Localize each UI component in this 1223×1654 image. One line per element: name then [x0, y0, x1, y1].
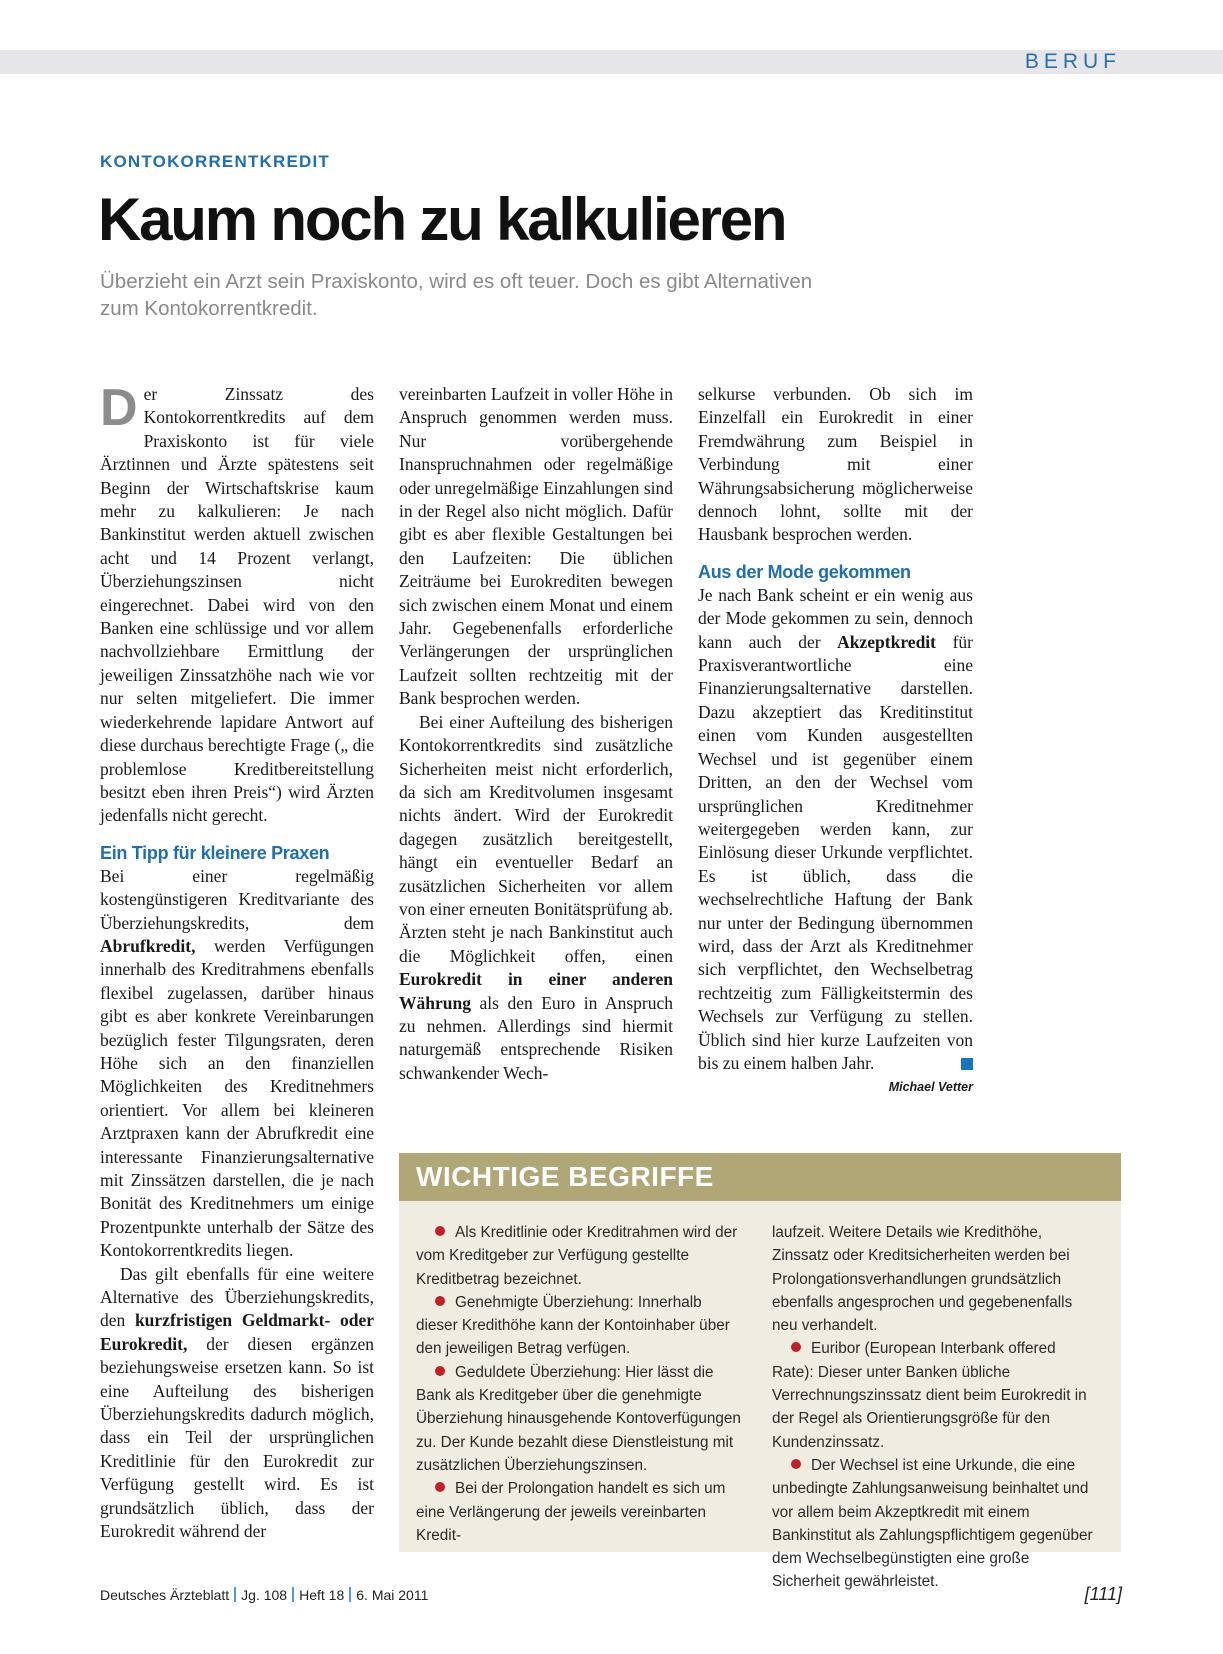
bold-term: Akzeptkredit [837, 631, 936, 652]
bullet-icon [791, 1342, 801, 1352]
drop-cap: D [100, 379, 138, 437]
separator [292, 1587, 294, 1602]
text-span: Bei einer regelmäßig kostengünstigeren Kreditvariante des Überziehungskredits, dem [100, 865, 374, 933]
bullet-icon [791, 1459, 801, 1469]
intro-paragraph [100, 379, 374, 828]
glossary-item [416, 1477, 744, 1547]
bold-term: kurzfristigen Geldmarkt- oder Eurokredit, [100, 1310, 374, 1354]
separator [234, 1587, 236, 1602]
bold-term: Abrufkredit, [100, 935, 196, 956]
footer [100, 1587, 428, 1603]
paragraph-abrufkredit [100, 865, 374, 1263]
paragraph-akzeptkredit [698, 584, 973, 1076]
bullet-icon [435, 1226, 445, 1236]
text-span: Je nach Bank scheint er ein wenig aus der Mode gekommen zu sein, dennoch kann auch der [698, 584, 973, 652]
separator [349, 1587, 351, 1602]
text-span: für Praxisverantwortliche eine Finanzierungsalternative darstellen. Dazu akzeptiert das Kreditinstitut einen vom Kunden ausgestellten Wechsel und ist gegenüber einem Dritten, an den der Wechsel vom ursprünglichen Kreditnehmer weitergegeben werden kann, zur Einlösung dieser Urkunde verpflichtet. Es ist üblich, dass die wechselrechtliche Haftung der Bank nur unter der Bedingung übernommen wird, dass der Arzt als Kreditnehmer sich verpflichtet, den Wechselbetrag rechtzeitig zum Fälligkeitstermin des Wechsels zur Verfügung zu stellen. Üblich sind hier kurze Laufzeiten von bis zu einem halben Jahr. [698, 631, 973, 1073]
glossary-text: Als Kreditlinie oder Kreditrahmen wird der vom Kreditgeber zur Verfügung gestellte Kreditbetrag bezeichnet. [416, 1224, 738, 1288]
subheading-tipp: Ein Tipp für kleinere Praxen [100, 842, 330, 863]
text-span: Das gilt ebenfalls für eine weitere Alternative des Überziehungskredits, den [100, 1263, 374, 1331]
glossary-item [416, 1291, 744, 1361]
text-span: Bei einer Aufteilung des bisherigen Kontokorrentkredits sind zusätzliche Sicherheiten meist nicht erforderlich, da sich am Kreditvolumen insgesamt nichts ändert. Wird der Eurokredit dagegen zusätzlich bereitgestellt, hängt ein eventueller Bedarf an zusätzlichen Sicherheiten vor allem von einer erneuten Bonitätsprüfung ab. Ärzten steht je nach Bankinstitut auch die Möglichkeit offen, einen [399, 711, 673, 966]
glossary-box [399, 1153, 1121, 1591]
section-label: BERUF [1024, 50, 1121, 73]
glossary-text: Der Wechsel ist eine Urkunde, die eine unbedingte Zahlungsanweisung beinhaltet und vor allem beim Akzeptkredit mit einem Bankinstitut als Zahlungspflichtigem gegenüber dem Wechselbegünstigten eine große Sicherheit gewährleistet. [772, 1456, 1093, 1591]
paragraph-eurokredit [100, 1263, 374, 1544]
glossary-item [772, 1454, 1100, 1594]
bullet-icon [435, 1296, 445, 1306]
article-subtitle: Überzieht ein Arzt sein Praxiskonto, wird es oft teuer. Doch es gibt Alternativen zum Kontokorrentkredit. [100, 270, 813, 320]
paragraph-laufzeit: vereinbarten Laufzeit in voller Höhe in Anspruch genommen werden muss. Nur vorübergehende Inanspruchnahmen oder regelmäßige oder unregelmäßige Einzahlungen sind in der Regel also nicht möglich. Dafür gibt es aber flexible Gestaltungen bei den Laufzeiten: Die üblichen Zeiträume bei Eurokrediten bewegen sich zwischen einem Monat und einem Jahr. Gegebenenfalls erforderliche Verlängerungen der ursprünglichen Laufzeit sollten rechtzeitig mit der Bank besprochen werden. [399, 384, 673, 709]
subheading-mode: Aus der Mode gekommen [698, 561, 911, 582]
bold-term: Eurokredit in einer anderen Währung [399, 969, 673, 1013]
journal-name: Deutsches Ärzteblatt [100, 1587, 230, 1603]
glossary-item [416, 1361, 744, 1477]
author-name: Michael Vetter [888, 1080, 973, 1095]
text-span: der diesen ergänzen beziehungsweise ersetzen kann. So ist eine Aufteilung des bisherigen Überziehungskredits dadurch möglich, dass ein Teil der ursprünglichen Kreditlinie für den Eurokredit zur Verfügung gestellt wird. Es ist grundsätzlich üblich, dass der Eurokredit während der [100, 1333, 374, 1542]
article-title: Kaum noch zu kalkulieren [98, 186, 786, 253]
glossary-text: Euribor (European Interbank offered Rate): Dieser unter Banken übliche Verrechnungszinssatz dient beim Eurokredit in der Regel als Orientierungsgröße für den Kundenzinssatz. [772, 1340, 1087, 1451]
journal-volume: Jg. 108 [241, 1587, 288, 1603]
text-span: werden Verfügungen innerhalb des Kreditrahmens ebenfalls flexibel zugelassen, darüber hinaus gibt es aber konkrete Vereinbarungen bezüglich fester Tilgungsraten, deren Höhe sich an den finanziellen Möglichkeiten des Kreditnehmers orientiert. Vor allem bei kleineren Arztpraxen kann der Abrufkredit eine interessante Finanzierungsalternative mit Zinssätzen darstellen, die je nach Bonität des Kreditnehmers um einige Prozentpunkte unterhalb der Sätze des Kontokorrentkredits liegen. [100, 935, 374, 1261]
page-number: [111] [1084, 1584, 1122, 1604]
glossary-text: Genehmigte Überziehung: Innerhalb dieser Kredithöhe kann der Kontoinhaber über den jeweiligen Betrag verfügen. [416, 1293, 730, 1358]
glossary-text: Bei der Prolongation handelt es sich um eine Verlängerung der jeweils vereinbarten Kredit- [416, 1480, 726, 1544]
paragraph-wechselkurse: selkurse verbunden. Ob sich im Einzelfall ein Eurokredit in einer Fremdwährung zum Beispiel in Verbindung mit einer Währungsabsicherung möglicherweise dennoch lohnt, sollte mit der Hausbank besprochen werden. [698, 384, 973, 545]
glossary-column-2 [772, 1221, 1100, 1594]
article-column-2 [399, 383, 673, 1085]
bullet-icon [435, 1482, 445, 1492]
glossary-text: Geduldete Überziehung: Hier lässt die Bank als Kreditgeber über die genehmigte Überziehung hinausgehende Kontoverfügungen zu. Der Kunde bezahlt diese Dienstleistung mit zusätzlichen Überziehungszinsen. [416, 1363, 741, 1474]
journal-date: 6. Mai 2011 [356, 1587, 429, 1603]
paragraph-sicherheiten [399, 711, 673, 1086]
glossary-title: WICHTIGE BEGRIFFE [399, 1153, 1121, 1201]
bullet-icon [435, 1366, 445, 1376]
intro-text: er Zinssatz des Kontokorrentkredits auf dem Praxiskonto ist für viele Ärztinnen und Ärzte spätestens seit Beginn der Wirtschaftskrise kaum mehr zu kalkulieren: Je nach Bankinstitut werden aktuell zwischen acht und 14 Prozent verlangt, Überziehungszinsen nicht eingerechnet. Dabei wird von den Banken eine schlüssige und vor allem nachvollziehbare Ermittlung der jeweiligen Zinssatzhöhe nach wie vor nur selten mitgeliefert. Die immer wiederkehrende lapidare Antwort auf diese durchaus berechtigte Frage („ die problemlose Kreditbereitstellung besitzt eben ihren Preis“) wird Ärzten jedenfalls nicht gerecht. [100, 384, 374, 826]
article-column-1 [100, 379, 374, 1544]
glossary-continuation: laufzeit. Weitere Details wie Kredithöhe, Zinssatz oder Kreditsicherheiten werden bei Prolongationsverhandlungen grundsätzlich ebenfalls angesprochen und gegebenenfalls neu verhandelt. [772, 1224, 1073, 1335]
glossary-item [416, 1221, 744, 1291]
glossary-column-1 [416, 1221, 744, 1547]
article-column-3 [698, 383, 973, 1097]
end-mark-icon [961, 1058, 973, 1070]
text-span: als den Euro in Anspruch zu nehmen. Allerdings sind hiermit naturgemäß entsprechende Risiken schwankender Wech- [399, 992, 673, 1083]
glossary-item [772, 1337, 1100, 1453]
article-kicker: KONTOKORRENTKREDIT [100, 152, 331, 171]
journal-issue: Heft 18 [299, 1587, 345, 1603]
